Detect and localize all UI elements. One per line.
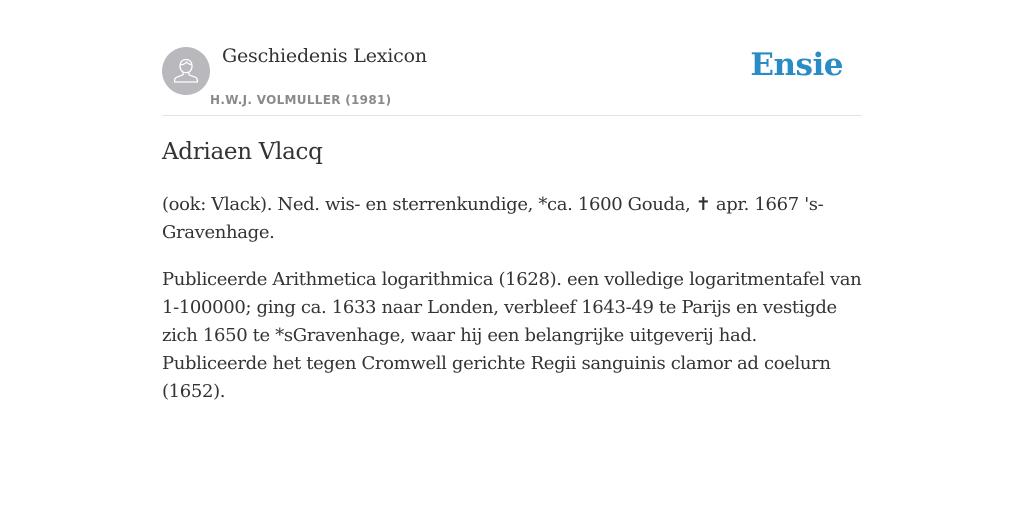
entry-title: Adriaen Vlacq xyxy=(162,139,323,165)
source-author[interactable]: H.W.J. VOLMULLER (1981) xyxy=(210,93,392,107)
entry-paragraph: Publiceerde Arithmetica logarithmica (1628). een volledige logaritmentafel van 1-100000; ging ca. 1633 naar Londen, verbleef 1643-49 te Parijs en vestigde zich 1650 te *sGravenhage, waar hij een belangrijke uitgeverij had. Publiceerde het tegen Cromwell gerichte Regii sanguinis clamor ad coelurn (1652). xyxy=(162,269,862,402)
brand-logo[interactable]: Ensie xyxy=(750,47,843,83)
entry-body xyxy=(162,191,862,425)
user-outline-icon xyxy=(162,47,210,95)
page-container xyxy=(162,0,862,402)
source-header xyxy=(162,0,862,116)
avatar[interactable] xyxy=(162,47,210,95)
entry-paragraph: (ook: Vlack). Ned. wis- en sterrenkundige, *ca. 1600 Gouda, ✝ apr. 1667 's-Gravenhage. xyxy=(162,194,824,243)
source-title[interactable]: Geschiedenis Lexicon xyxy=(222,45,427,67)
